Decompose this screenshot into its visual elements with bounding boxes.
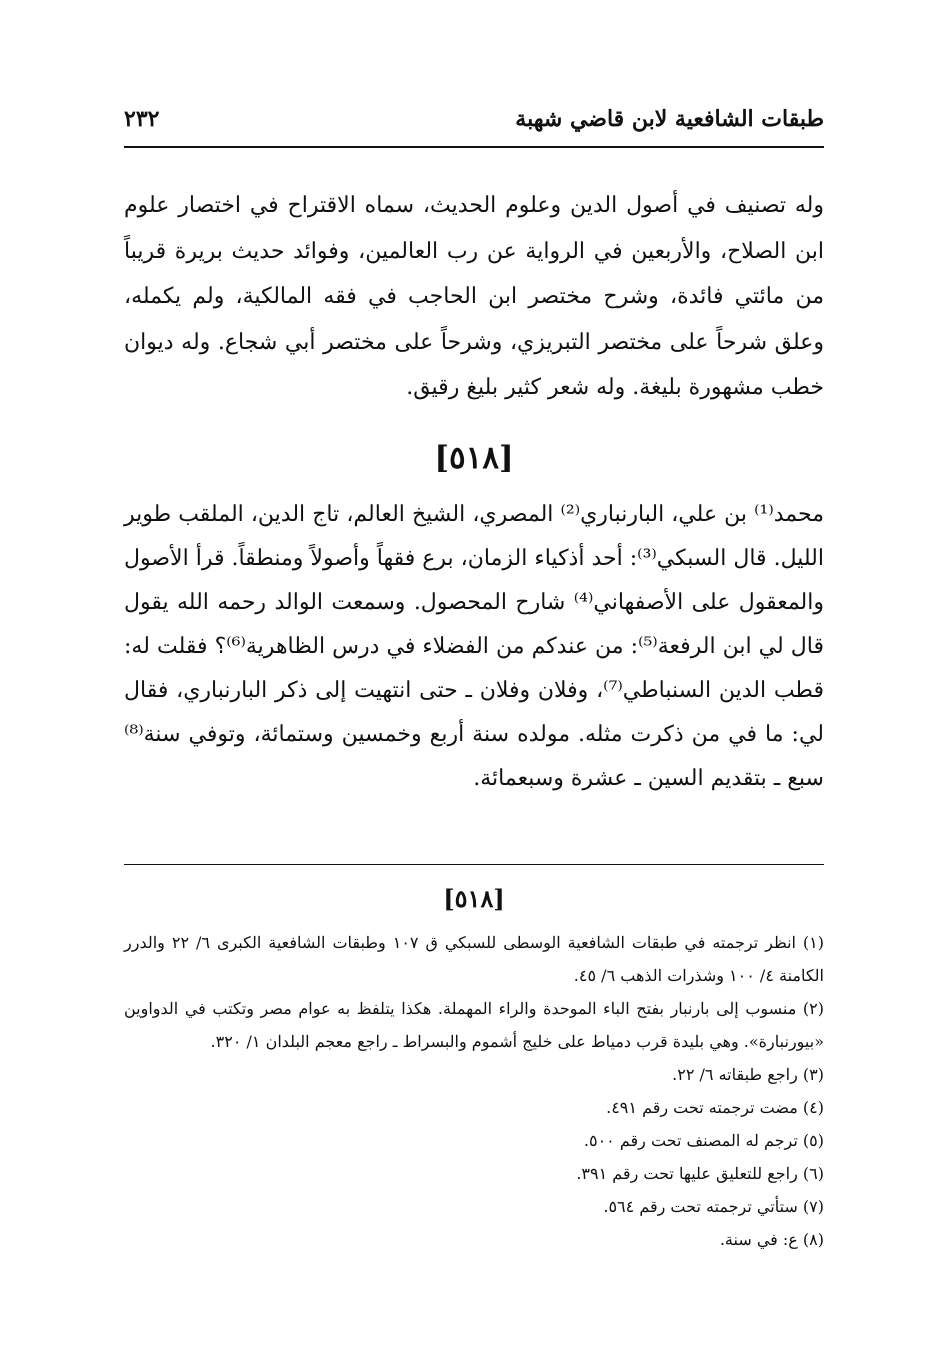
header-divider (124, 146, 824, 148)
footnote: (٤) مضت ترجمته تحت رقم ٤٩١. (606, 1098, 824, 1117)
entry-biography (124, 493, 824, 801)
footnote: (٢) منسوب إلى بارنبار بفتح الباء الموحدة والراء المهملة. هكذا يتلفظ به عوام مصر وتكتب في الدواوين «بيورنبارة». وهي بليدة قرب دمياط على خليج أشموم والبسراط ـ راجع معجم البلدان ١/ ٣٢٠. (124, 999, 824, 1051)
entry-number: [٥١٨] (434, 440, 514, 476)
previous-entry-continuation (124, 183, 824, 411)
footnote: (٧) ستأتي ترجمته تحت رقم ٥٦٤. (603, 1197, 824, 1216)
entry-paragraph: محمد⁽¹⁾ بن علي، البارنباري⁽²⁾ المصري، الشيخ العالم، تاج الدين، الملقب طوير الليل. قال السبكي⁽³⁾: أحد أذكياء الزمان، برع فقهاً وأصولاً ومنطقاً. قرأ الأصول والمعقول على الأصفهاني⁽⁴⁾ شارح المحصول. وسمعت الوالد رحمه الله يقول قال لي ابن الرفعة⁽⁵⁾: من عندكم من الفضلاء في درس الظاهرية⁽⁶⁾؟ فقلت له: قطب الدين السنباطي⁽⁷⁾، وفلان وفلان ـ حتى انتهيت إلى ذكر البارنباري، فقال لي: ما في من ذكرت مثله. مولده سنة أربع وخمسين وستمائة، وتوفي سنة⁽⁸⁾ سبع ـ بتقديم السين ـ عشرة وسبعمائة. (124, 502, 825, 791)
footnotes-heading: [٥١٨] (443, 884, 505, 913)
running-title: طبقات الشافعية لابن قاضي شهبة (515, 106, 824, 132)
footnote: (٥) ترجم له المصنف تحت رقم ٥٠٠. (583, 1131, 824, 1150)
footnotes-divider (124, 864, 824, 865)
footnote: (٣) راجع طبقاته ٦/ ٢٢. (672, 1065, 824, 1084)
page-header (124, 92, 824, 132)
footnote: (١) انظر ترجمته في طبقات الشافعية الوسطى للسبكي ق ١٠٧ وطبقات الشافعية الكبرى ٦/ ٢٢ والدرر الكامنة ٤/ ١٠٠ وشذرات الذهب ٦/ ٤٥. (124, 933, 825, 985)
footnotes-list (124, 926, 824, 1256)
page-number: ٢٣٢ (124, 106, 160, 132)
previous-entry-paragraph: وله تصنيف في أصول الدين وعلوم الحديث، سماه الاقتراح في اختصار علوم ابن الصلاح، والأربعين في الرواية عن رب العالمين، وفوائد حديث بريرة قريباً من مائتي فائدة، وشرح مختصر ابن الحاجب في فقه المالكية، ولم يكمله، وعلق شرحاً على مختصر التبريزي، وشرحاً على مختصر أبي شجاع. وله ديوان خطب مشهورة بليغة. وله شعر كثير بليغ رقيق. (124, 193, 824, 400)
footnote: (٦) راجع للتعليق عليها تحت رقم ٣٩١. (576, 1164, 824, 1183)
footnote: (٨) ع: في سنة. (719, 1230, 824, 1249)
